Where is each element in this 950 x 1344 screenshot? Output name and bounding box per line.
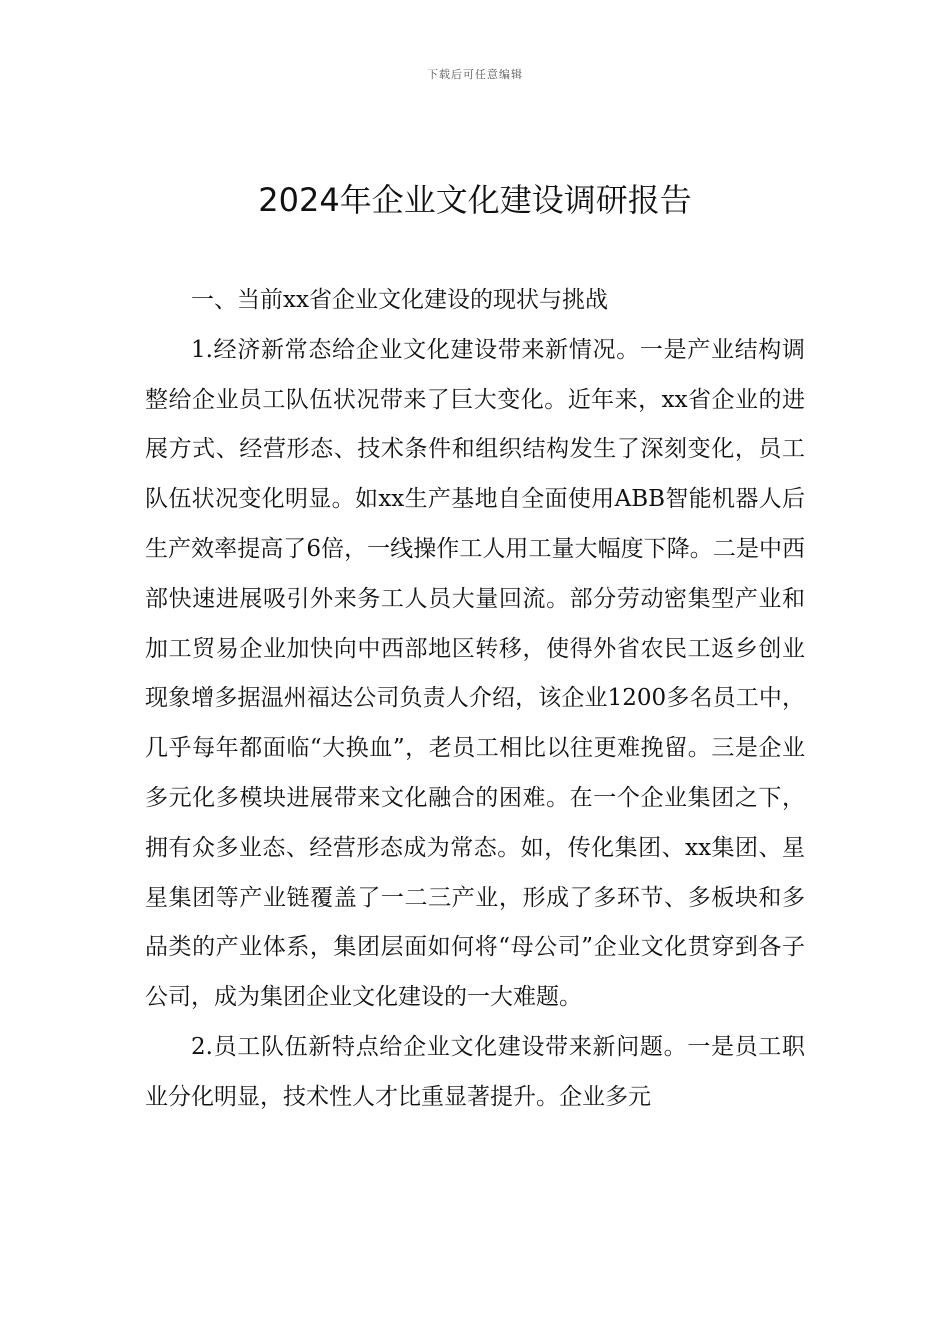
document-title: 2024年企业文化建设调研报告 xyxy=(258,181,692,219)
paragraph: 1.经济新常态给企业文化建设带来新情况。一是产业结构调整给企业员工队伍状况带来了巨大变化。近年来，xx省企业的进展方式、经营形态、技术条件和组织结构发生了深刻变化，员工队伍状况变化明显。如xx生产基地自全面使用ABB智能机器人后生产效率提高了6倍，一线操作工人用工量大幅度下降。二是中西部快速进展吸引外来务工人员大量回流。部分劳动密集型产业和加工贸易企业加快向中西部地区转移，使得外省农民工返乡创业现象增多据温州福达公司负责人介绍，该企业1200多名员工中，几乎每年都面临“大换血”，老员工相比以往更难挽留。三是企业多元化多模块进展带来文化融合的困难。在一个企业集团之下，拥有众多业态、经营形态成为常态。如，传化集团、xx集团、星星集团等产业链覆盖了一二三产业，形成了多环节、多板块和多品类的产业体系，集团层面如何将“母公司”企业文化贯穿到各子公司，成为集团企业文化建设的一大难题。 xyxy=(145,336,805,1011)
paragraph: 2.员工队伍新特点给企业文化建设带来新问题。一是员工职业分化明显，技术性人才比重显著提升。企业多元 xyxy=(145,1033,805,1110)
document-body xyxy=(145,276,805,1123)
header-note: 下载后可任意编辑 xyxy=(427,68,523,81)
section-heading: 一、当前xx省企业文化建设的现状与挑战 xyxy=(191,287,608,313)
